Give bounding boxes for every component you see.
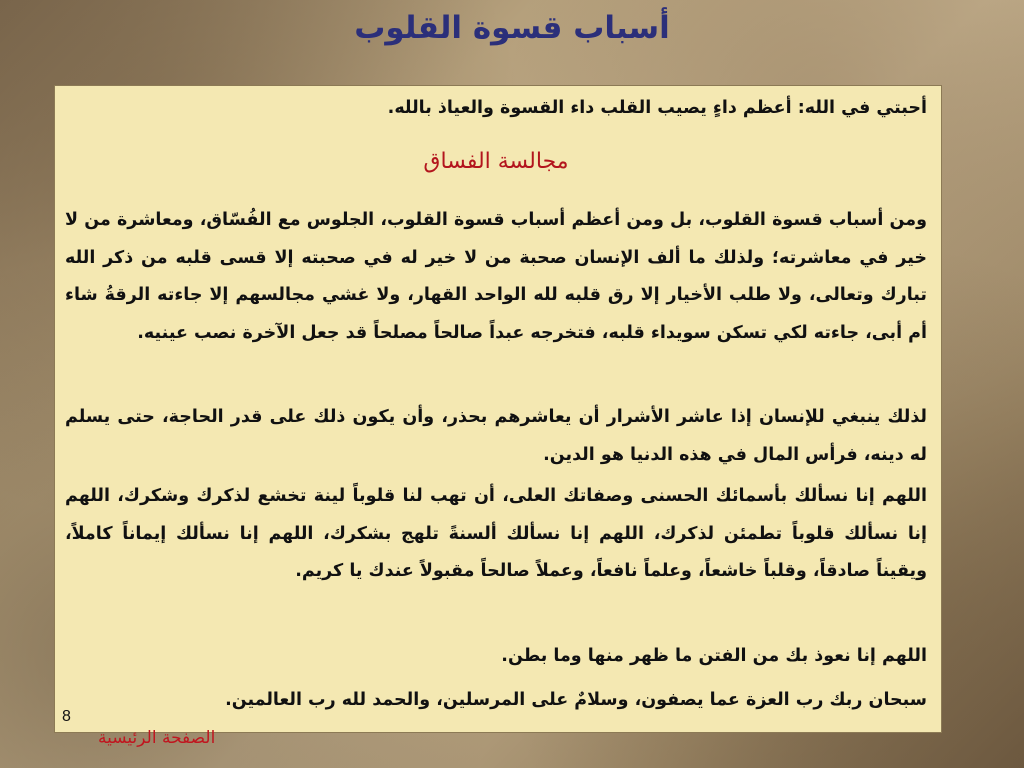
home-page-link[interactable]: الصفحة الرئيسية <box>98 728 216 748</box>
paragraph: لذلك ينبغي للإنسان إذا عاشر الأشرار أن يعاشرهم بحذر، وأن يكون ذلك على قدر الحاجة، حتى يسلم له دينه، فرأس المال في هذه الدنيا هو الدين. <box>65 407 927 465</box>
intro-text: أحبتي في الله: أعظم داءٍ يصيب القلب داء القسوة والعياذ بالله. <box>387 98 927 118</box>
paragraph: ومن أسباب قسوة القلوب، بل ومن أعظم أسباب قسوة القلوب، الجلوس مع الفُسّاق، ومعاشرة من لا خير في معاشرته؛ ولذلك ما ألف الإنسان صحبة من لا خير له في صحبته إلا قسى قلبه من ذكر الله تبارك وتعالى، ولا طلب الأخيار إلا رق قلبه لله الواحد القهار، ولا غشي مجالسهم إلا جاءته الرقةُ شاء أم أبى، جاءته لكي تسكن سويداء قلبه، فتخرجه عبداً صالحاً مصلحاً قد جعل الآخرة نصب عينيه. <box>65 210 927 343</box>
paragraph: سبحان ربك رب العزة عما يصفون، وسلامٌ على المرسلين، والحمد لله رب العالمين. <box>225 690 927 710</box>
section-heading: مجالسة الفساق <box>423 149 569 174</box>
slide-title: أسباب قسوة القلوب <box>354 10 670 46</box>
slide-content <box>65 86 927 732</box>
content-box <box>54 85 942 733</box>
paragraph: اللهم إنا نسألك بأسمائك الحسنى وصفاتك العلى، أن تهب لنا قلوباً لينة تخشع لذكرك وشكرك، اللهم إنا نسألك قلوباً تطمئن لذكرك، اللهم إنا نسألك ألسنةً تلهج بشكرك، اللهم إنا نسألك إيماناً كاملاً، ويقيناً صادقاً، وقلباً خاشعاً، وعلماً نافعاً، وعملاً صالحاً مقبولاً عندك يا كريم. <box>65 486 927 581</box>
page-number: 8 <box>62 708 71 725</box>
paragraph: اللهم إنا نعوذ بك من الفتن ما ظهر منها وما بطن. <box>501 646 927 666</box>
